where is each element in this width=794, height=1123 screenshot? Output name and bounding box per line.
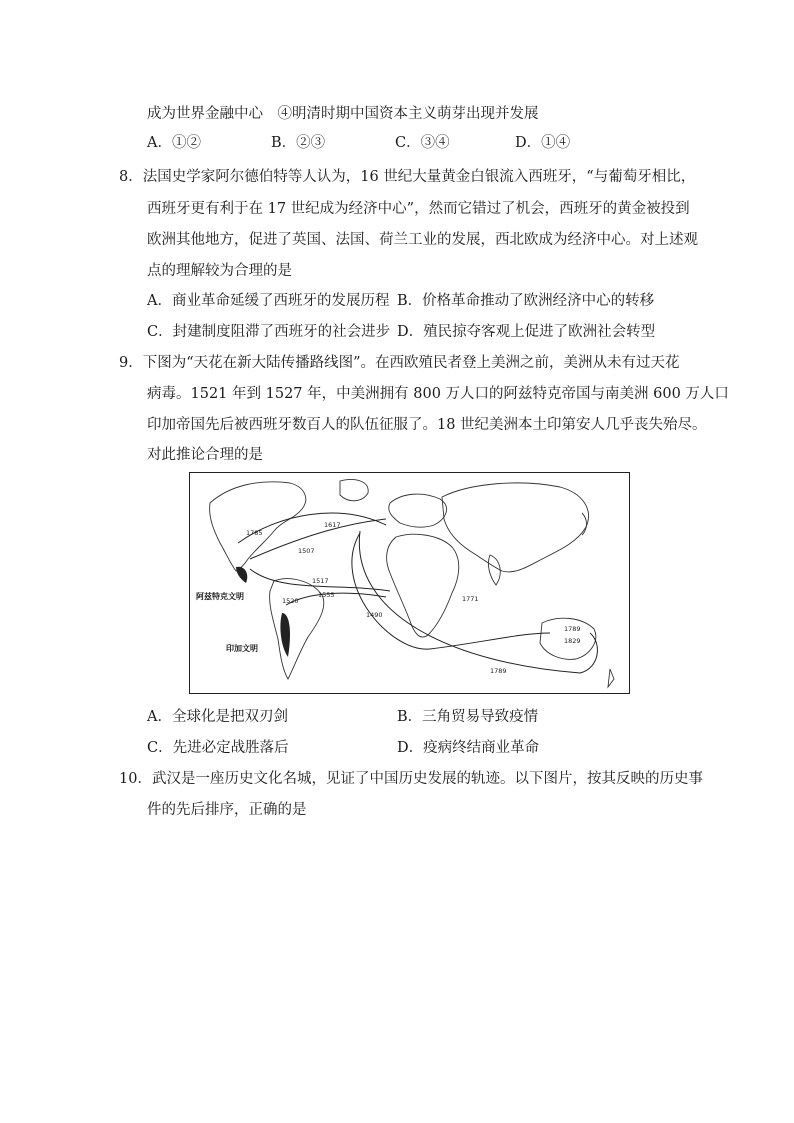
north-america-outline (210, 482, 306, 571)
africa-outline (387, 534, 459, 637)
india-outline (488, 555, 500, 585)
route-1555 (286, 593, 386, 605)
q8-stem-line-3: 欧洲其他地方，促进了英国、法国、荷兰工业的发展，西北欧成为经济中心。对上述观 (147, 232, 698, 248)
south-america-outline (270, 579, 324, 679)
map-year-label: 1785 (246, 529, 263, 537)
map-year-label: 1829 (564, 637, 581, 645)
map-year-label: 1617 (324, 521, 341, 529)
map-year-label: 1771 (462, 595, 479, 603)
map-label-inca: 印加文明 (226, 644, 258, 653)
q9-option-a: A．全球化是把双刃剑 (147, 709, 288, 725)
q8-option-b: B．价格革命推动了欧洲经济中心的转移 (397, 293, 655, 309)
inca-region (280, 613, 290, 657)
q9-stem-line-1: 9．下图为“天花在新大陆传播路线图”。在西欧殖民者登上美洲之前，美洲从未有过天花 (119, 355, 680, 371)
q9-option-c: C．先进必定战胜落后 (147, 740, 289, 756)
q7-option-c: C．③④ (395, 135, 450, 151)
q10-stem-line-2: 件的先后排序，正确的是 (147, 802, 307, 818)
continent-outlines (210, 480, 614, 688)
map-label-aztec: 阿兹特克文明 (196, 592, 244, 601)
q9-stem-line-3: 印加帝国先后被西班牙数百人的队伍征服了。18 世纪美洲本土印第安人几乎丧失殆尽。 (147, 417, 707, 433)
q8-option-d: D．殖民掠夺客观上促进了欧洲社会转型 (397, 324, 656, 340)
map-year-label: 1789 (490, 667, 507, 675)
q7-text-line: 成为世界金融中心 ④明清时期中国资本主义萌芽出现并发展 (147, 106, 539, 122)
map-year-label: 1520 (282, 597, 299, 605)
spread-routes (238, 513, 597, 673)
q8-stem-line-2: 西班牙更有利于在 17 世纪成为经济中心”，然而它错过了机会，西班牙的黄金被投到 (147, 201, 690, 217)
asia-outline (442, 483, 588, 572)
q9-stem-line-2: 病毒。1521 年到 1527 年，中美洲拥有 800 万人口的阿兹特克帝国与南美洲 600 万人口 (147, 386, 729, 402)
map-year-label: 1789 (564, 625, 581, 633)
q7-option-a: A．①② (147, 135, 201, 151)
greenland-outline (340, 480, 368, 501)
route-1771 (352, 533, 430, 649)
q7-option-b: B．②③ (271, 135, 326, 151)
map-year-label: 1517 (312, 577, 329, 585)
q9-option-d: D．疫病终结商业革命 (397, 740, 540, 756)
q8-option-c: C．封建制度阻滞了西班牙的社会进步 (147, 324, 391, 340)
q8-stem-line-4: 点的理解较为合理的是 (147, 263, 292, 279)
smallpox-spread-map (189, 472, 630, 694)
europe-outline (389, 494, 447, 527)
map-year-label: 1555 (318, 591, 335, 599)
q8-option-a: A．商业革命延缓了西班牙的发展历程 (147, 293, 390, 309)
q10-stem-line-1: 10．武汉是一座历史文化名城，见证了中国历史发展的轨迹。以下图片，按其反映的历史事 (119, 771, 703, 787)
map-year-label: 1490 (366, 611, 383, 619)
q8-stem-line-1: 8．法国史学家阿尔德伯特等人认为，16 世纪大量黄金白银流入西班牙，“与葡萄牙相比， (119, 169, 696, 185)
new-zealand-outline (608, 669, 614, 687)
world-map-figure (190, 473, 630, 694)
map-year-label: 1507 (298, 547, 315, 555)
q7-option-d: D．①④ (515, 135, 571, 151)
route-1829 (430, 633, 550, 649)
q9-stem-line-4: 对此推论合理的是 (147, 447, 263, 463)
q9-option-b: B．三角贸易导致疫情 (397, 709, 539, 725)
aztec-region (236, 567, 247, 583)
